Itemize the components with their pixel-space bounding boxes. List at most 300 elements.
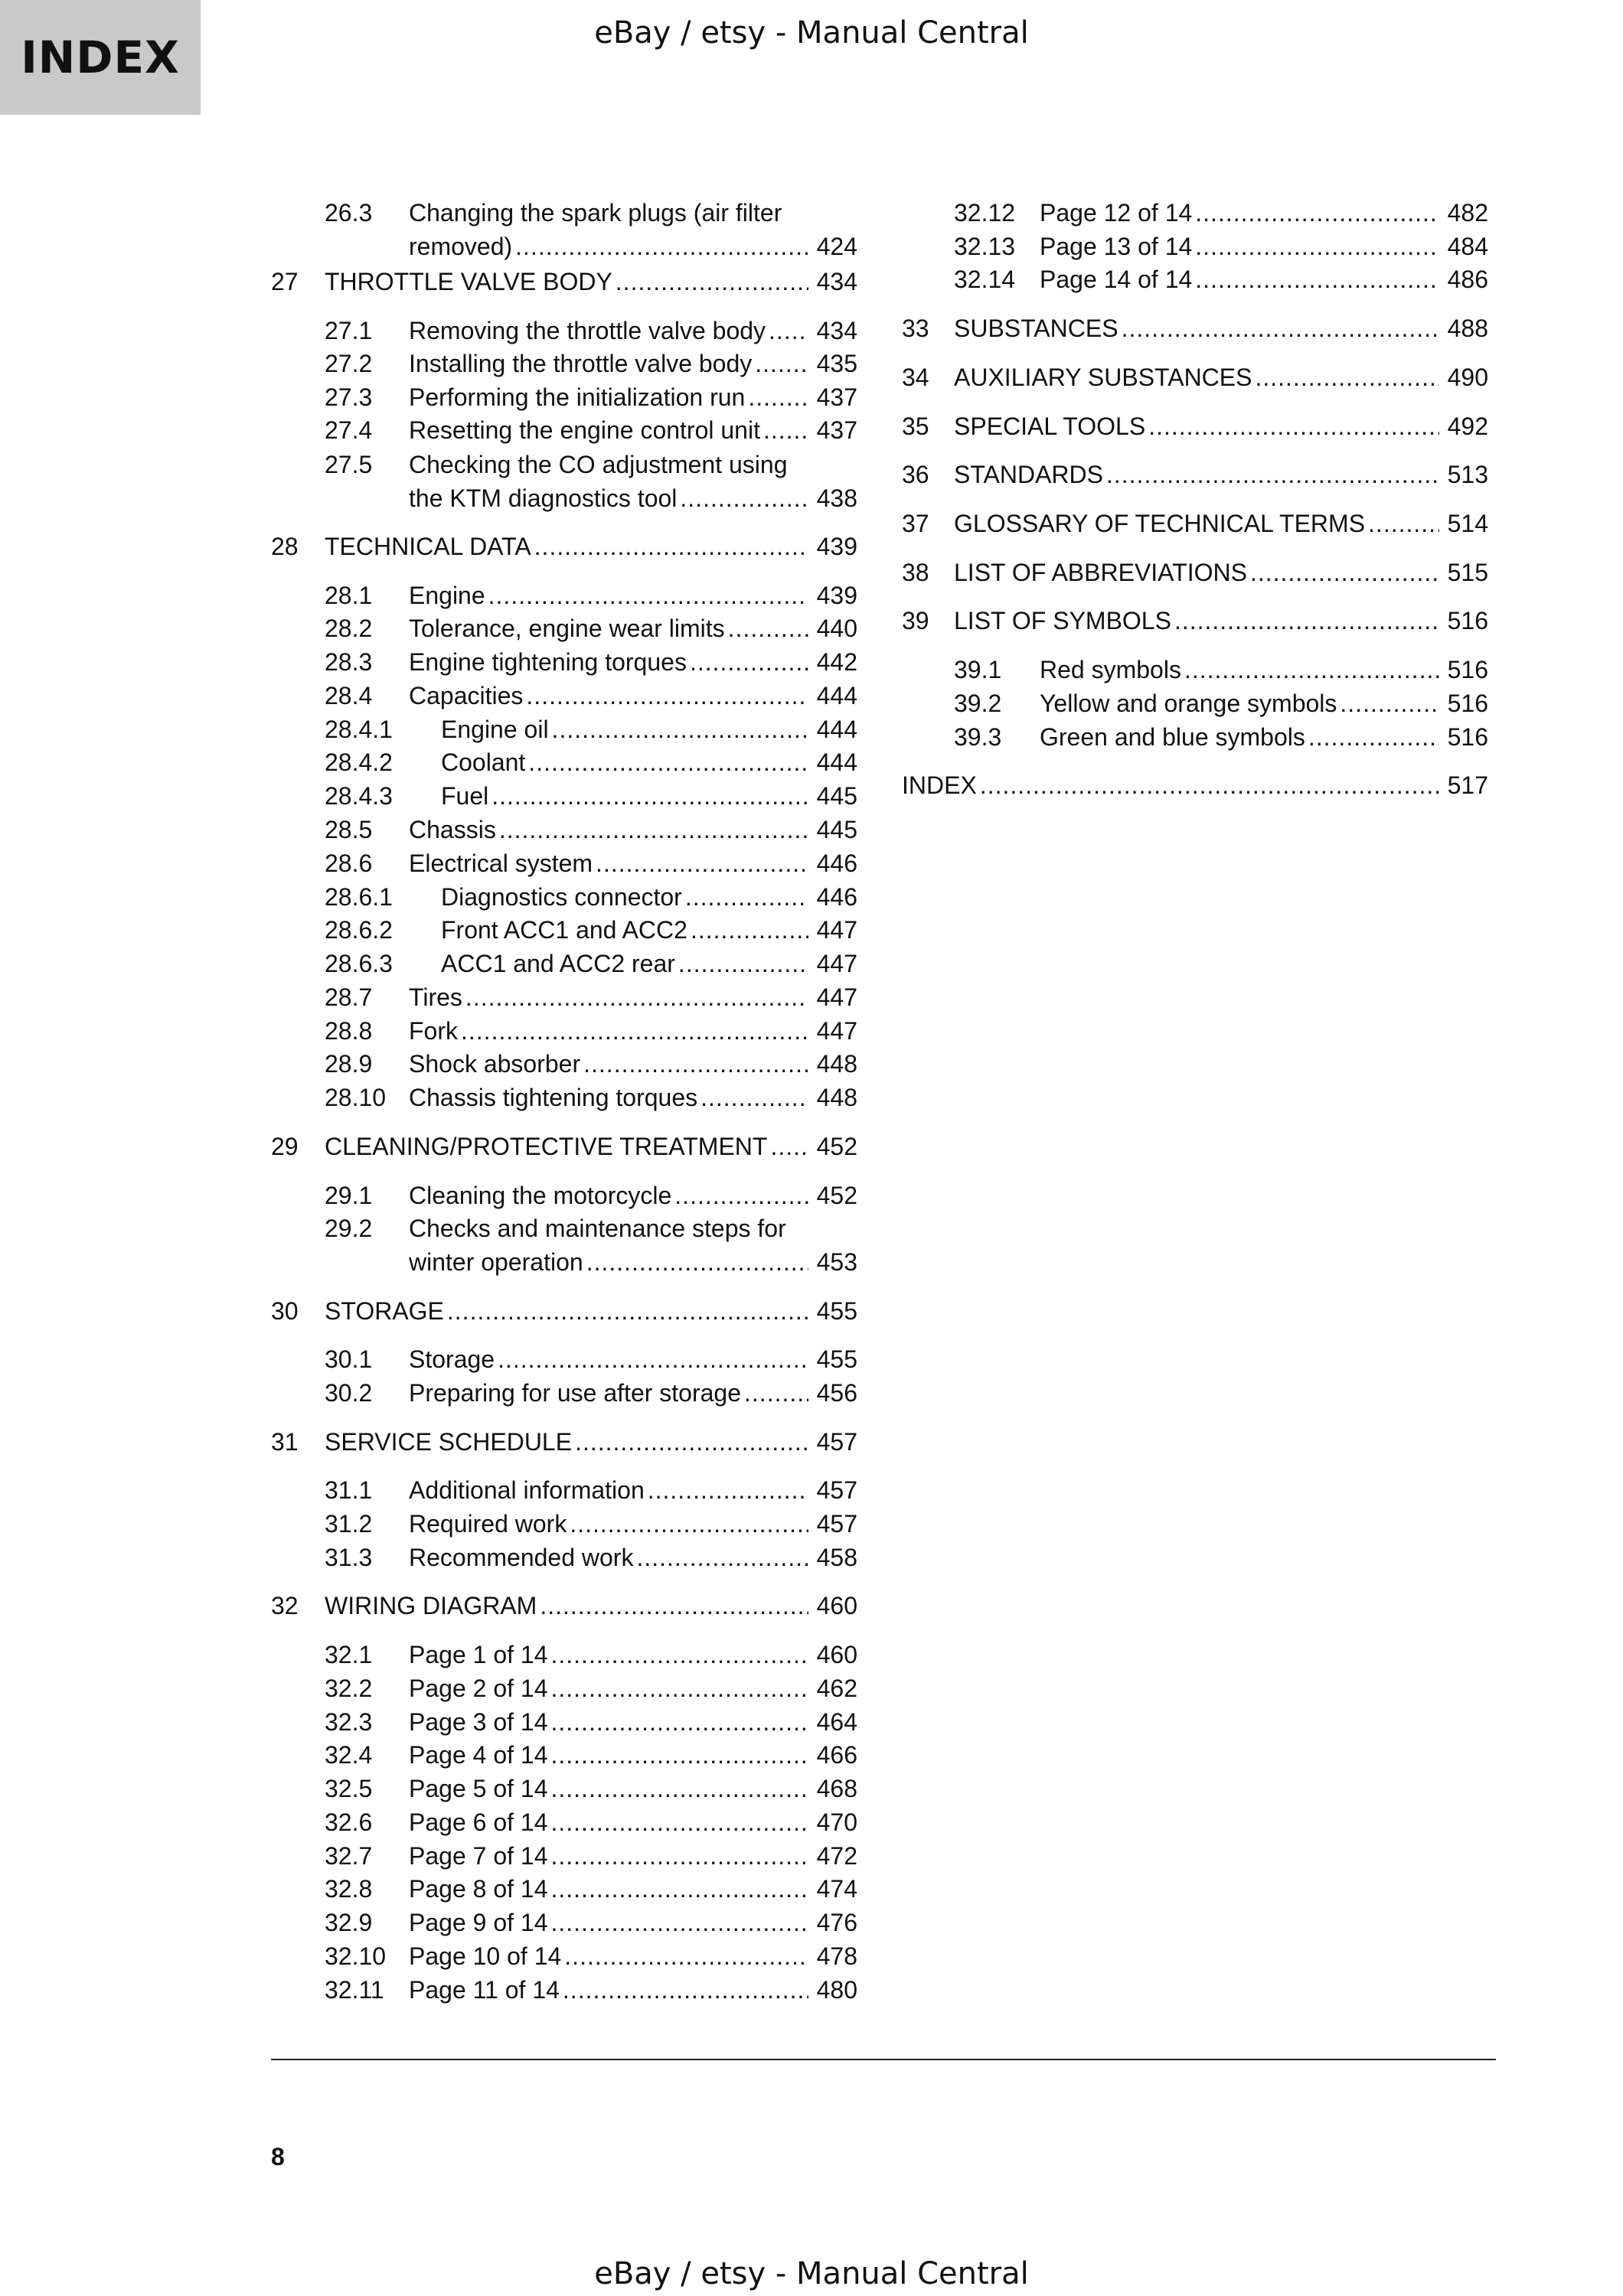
toc-entry-title: the KTM diagnostics tool [409, 484, 678, 512]
toc-entry-title: GLOSSARY OF TECHNICAL TERMS [954, 510, 1366, 537]
dot-leader [491, 779, 808, 813]
toc-entry-title: Engine oil [441, 716, 549, 743]
toc-entry-page: 484 [1447, 233, 1488, 260]
toc-entry-title: INDEX [902, 771, 977, 799]
dot-leader [570, 1507, 808, 1541]
toc-entry-page: 440 [816, 615, 857, 642]
toc-entry-title: Required work [409, 1510, 567, 1538]
toc-entry[interactable] [325, 645, 857, 679]
toc-entry[interactable] [325, 1342, 857, 1376]
toc-entry-page: 462 [816, 1675, 857, 1702]
toc-entry-title: LIST OF SYMBOLS [954, 607, 1171, 634]
toc-entry-page: 514 [1447, 510, 1488, 537]
toc-entry-number: 27.2 [325, 350, 373, 377]
toc-entry-title: Front ACC1 and ACC2 [441, 916, 687, 944]
toc-entry-title: Recommended work [409, 1544, 634, 1571]
toc-entry-page: 455 [816, 1345, 857, 1373]
toc-entry-number: 28.6.1 [325, 883, 393, 911]
toc-entry-page: 439 [816, 582, 857, 609]
toc-entry-number: 28.6.3 [325, 950, 393, 977]
index-tab: INDEX [0, 0, 201, 115]
toc-entry[interactable] [325, 612, 857, 645]
dot-leader [534, 530, 808, 563]
toc-entry-page: 513 [1447, 461, 1488, 488]
dot-leader [674, 1179, 808, 1212]
toc-entry-page: 464 [816, 1708, 857, 1736]
toc-entry-number: 30.1 [325, 1345, 373, 1373]
dot-leader [1195, 263, 1439, 296]
dot-leader [1122, 311, 1439, 345]
toc-entry-page: 476 [816, 1909, 857, 1936]
toc-entry[interactable] [954, 263, 1488, 296]
toc-entry-number: 27.3 [325, 383, 373, 411]
toc-entry-number: 26.3 [325, 199, 373, 227]
toc-entry-title: Page 1 of 14 [409, 1641, 548, 1668]
toc-entry-page: 424 [816, 233, 857, 260]
toc-entry-number: 31.3 [325, 1544, 373, 1571]
toc-entry-number: 39.1 [954, 656, 1002, 683]
toc-entry[interactable] [325, 1047, 857, 1081]
dot-leader [550, 1805, 808, 1839]
toc-entry-title: Fuel [441, 782, 489, 810]
dot-leader [583, 1047, 808, 1081]
toc-entry[interactable] [902, 311, 1488, 345]
toc-entry-title: winter operation [409, 1248, 583, 1276]
dot-leader [550, 1705, 808, 1739]
toc-entry-page: 517 [1447, 771, 1488, 799]
toc-entry-number: 29.1 [325, 1182, 373, 1209]
toc-entry[interactable] [325, 779, 857, 813]
toc-entry-number: 28.2 [325, 615, 373, 642]
toc-entry-page: 446 [816, 850, 857, 877]
toc-entry-title: Preparing for use after storage [409, 1379, 742, 1407]
toc-entry[interactable] [271, 265, 857, 298]
toc-entry-number: 30 [271, 1297, 299, 1325]
toc-entry-page: 435 [816, 350, 857, 377]
toc-entry[interactable] [325, 347, 857, 380]
toc-entry-number: 29 [271, 1133, 299, 1160]
dot-leader [447, 1294, 808, 1328]
toc-entry-title: Additional information [409, 1476, 645, 1504]
toc-entry[interactable] [325, 1772, 857, 1805]
toc-entry[interactable] [325, 413, 857, 447]
dot-leader [1308, 720, 1439, 754]
toc-entry-page: 448 [816, 1084, 857, 1111]
dot-leader [770, 1130, 808, 1163]
toc-entry-title: Engine [409, 582, 485, 609]
toc-entry-number: 28.6 [325, 850, 373, 877]
toc-entry-number: 28.4.2 [325, 748, 393, 776]
toc-entry-number: 29.2 [325, 1215, 373, 1242]
dot-leader [648, 1473, 808, 1507]
toc-entry-page: 480 [816, 1976, 857, 2004]
dot-leader [1340, 687, 1439, 720]
toc-entry-title: Chassis tightening torques [409, 1084, 698, 1111]
toc-entry[interactable] [325, 579, 857, 612]
toc-entry-page: 460 [816, 1592, 857, 1619]
toc-entry-number: 35 [902, 413, 929, 440]
toc-entry-page: 445 [816, 782, 857, 810]
toc-entry-number: 39.3 [954, 723, 1002, 751]
toc-entry-page: 516 [1447, 607, 1488, 634]
toc-entry-page: 434 [816, 268, 857, 295]
toc-entry-page: 448 [816, 1050, 857, 1078]
toc-entry[interactable] [325, 1973, 857, 2007]
toc-entry-page: 486 [1447, 266, 1488, 293]
toc-entry-number: 32.9 [325, 1909, 373, 1936]
toc-entry-number: 32.11 [325, 1976, 384, 2004]
toc-entry[interactable] [902, 768, 1488, 802]
toc-entry-title: Chassis [409, 816, 496, 843]
toc-entry-page: 447 [816, 916, 857, 944]
toc-entry[interactable] [271, 530, 857, 563]
toc-entry-page: 478 [816, 1942, 857, 1970]
dot-leader [728, 612, 808, 645]
toc-entry-number: 32.14 [954, 266, 1016, 293]
toc-entry[interactable] [325, 813, 857, 846]
toc-entry-title: STORAGE [325, 1297, 444, 1325]
toc-entry-title: STANDARDS [954, 461, 1103, 488]
toc-entry[interactable] [325, 380, 857, 414]
toc-entry-number: 39 [902, 607, 929, 634]
toc-entry-page: 490 [1447, 364, 1488, 391]
toc-entry-number: 32.7 [325, 1842, 373, 1870]
toc-entry-number: 31.2 [325, 1510, 373, 1538]
toc-entry[interactable] [325, 1507, 857, 1541]
toc-entry-page: 474 [816, 1875, 857, 1903]
toc-entry-title: Page 9 of 14 [409, 1909, 548, 1936]
toc-entry[interactable] [325, 679, 857, 713]
dot-leader [550, 1839, 808, 1873]
toc-entry[interactable] [325, 1638, 857, 1671]
toc-entry[interactable] [954, 196, 1488, 230]
toc-entry-title: Page 11 of 14 [409, 1976, 560, 2004]
toc-entry-number: 28.7 [325, 983, 373, 1011]
toc-entry-page: 457 [816, 1476, 857, 1504]
toc-entry-page: 455 [816, 1297, 857, 1325]
toc-entry[interactable] [325, 1839, 857, 1873]
toc-entry-number: 32.6 [325, 1808, 373, 1836]
toc-entry-number: 28.6.2 [325, 916, 393, 944]
toc-entry-title: Shock absorber [409, 1050, 581, 1078]
toc-entry-title: Page 6 of 14 [409, 1808, 548, 1836]
toc-entry-page: 515 [1447, 559, 1488, 586]
dot-leader [763, 413, 808, 447]
dot-leader [1184, 653, 1439, 687]
toc-entry-title: Performing the initialization run [409, 383, 746, 411]
toc-entry[interactable] [325, 1081, 857, 1114]
toc-entry-page: 516 [1447, 723, 1488, 751]
toc-entry-page: 460 [816, 1641, 857, 1668]
toc-entry-page: 457 [816, 1428, 857, 1456]
toc-entry[interactable] [902, 360, 1488, 394]
dot-leader [744, 1376, 808, 1410]
toc-entry-page: 439 [816, 533, 857, 560]
dot-leader [586, 1245, 808, 1279]
dot-leader [575, 1425, 808, 1459]
toc-entry-page: 434 [816, 317, 857, 344]
toc-entry-page: 452 [816, 1133, 857, 1160]
toc-entry-page: 492 [1447, 413, 1488, 440]
toc-entry-number: 34 [902, 364, 929, 391]
toc-entry-number: 28.9 [325, 1050, 373, 1078]
dot-leader [678, 947, 808, 980]
toc-entry-title: Page 13 of 14 [1040, 233, 1193, 260]
toc-entry-page: 444 [816, 748, 857, 776]
toc-entry-number: 38 [902, 559, 929, 586]
toc-entry[interactable] [325, 1179, 857, 1212]
dot-leader [596, 846, 808, 880]
dot-leader [636, 1541, 808, 1574]
toc-entry[interactable] [902, 556, 1488, 589]
toc-entry-title: Page 2 of 14 [409, 1675, 548, 1702]
toc-entry[interactable] [325, 1738, 857, 1772]
toc-entry[interactable] [325, 1805, 857, 1839]
dot-leader [1368, 507, 1439, 540]
toc-entry-title: Tires [409, 983, 462, 1011]
toc-entry-page: 516 [1447, 690, 1488, 717]
dot-leader [564, 1939, 808, 1973]
toc-entry-title: Page 7 of 14 [409, 1842, 548, 1870]
toc-entry-title: THROTTLE VALVE BODY [325, 268, 612, 295]
toc-entry-page: 438 [816, 484, 857, 512]
toc-entry-page: 453 [816, 1248, 857, 1276]
toc-entry[interactable] [325, 1671, 857, 1705]
toc-entry-title: AUXILIARY SUBSTANCES [954, 364, 1252, 391]
toc-entry-number: 33 [902, 315, 929, 342]
toc-entry-number: 28.4.1 [325, 716, 393, 743]
dot-leader [550, 1738, 808, 1772]
toc-entry-page: 472 [816, 1842, 857, 1870]
toc-entry-title: Green and blue symbols [1040, 723, 1305, 751]
toc-entry-title: SPECIAL TOOLS [954, 413, 1146, 440]
toc-entry-page: 516 [1447, 656, 1488, 683]
toc-entry-page: 445 [816, 816, 857, 843]
toc-entry-title: Page 4 of 14 [409, 1741, 548, 1769]
toc-entry-title: Tolerance, engine wear limits [409, 615, 725, 642]
toc-entry[interactable] [325, 481, 857, 515]
toc-entry-page: 447 [816, 983, 857, 1011]
toc-entry-number: 28.4 [325, 682, 373, 709]
toc-entry-page: 482 [1447, 199, 1488, 227]
toc-entry-page: 470 [816, 1808, 857, 1836]
toc-entry[interactable] [325, 980, 857, 1014]
toc-entry-title: Cleaning the motorcycle [409, 1182, 672, 1209]
toc-entry-number: 32.10 [325, 1942, 387, 1970]
toc-entry-page: 447 [816, 950, 857, 977]
dot-leader [1255, 360, 1439, 394]
dot-leader [1195, 196, 1439, 230]
toc-entry-title: Resetting the engine control unit [409, 416, 760, 444]
toc-entry-title: ACC1 and ACC2 rear [441, 950, 675, 977]
toc-entry[interactable] [325, 713, 857, 746]
footer-banner: eBay / etsy - Manual Central [594, 2256, 1029, 2291]
toc-entry[interactable] [325, 1872, 857, 1906]
dot-leader [499, 813, 808, 846]
toc-entry-page: 457 [816, 1510, 857, 1538]
dot-leader [550, 1872, 808, 1906]
dot-leader [616, 265, 808, 298]
toc-entry[interactable] [325, 1014, 857, 1048]
toc-entry-title: Diagnostics connector [441, 883, 682, 911]
toc-entry-title: Page 14 of 14 [1040, 266, 1193, 293]
dot-leader [685, 880, 808, 914]
toc-entry-number: 28.5 [325, 816, 373, 843]
toc-entry-number: 28.8 [325, 1017, 373, 1045]
header-banner: eBay / etsy - Manual Central [594, 15, 1029, 51]
toc-entry[interactable] [954, 653, 1488, 687]
toc-entry-title-line1: Checks and maintenance steps for [409, 1215, 786, 1242]
toc-entry-number: 30.2 [325, 1379, 373, 1407]
toc-entry[interactable] [271, 1425, 857, 1459]
toc-entry-page: 437 [816, 416, 857, 444]
toc-entry-page: 488 [1447, 315, 1488, 342]
dot-leader [1195, 230, 1439, 263]
toc-entry[interactable] [954, 687, 1488, 720]
dot-leader [526, 679, 808, 713]
toc-entry-number: 32.12 [954, 199, 1016, 227]
toc-entry[interactable] [271, 1589, 857, 1623]
toc-entry-number: 27.1 [325, 317, 373, 344]
toc-entry[interactable] [954, 230, 1488, 263]
dot-leader [465, 980, 808, 1014]
toc-entry-number: 32.5 [325, 1775, 373, 1802]
dot-leader [550, 1772, 808, 1805]
toc-entry-title: Storage [409, 1345, 495, 1373]
toc-entry[interactable] [902, 507, 1488, 540]
toc-entry-page: 444 [816, 716, 857, 743]
toc-entry[interactable] [325, 1939, 857, 1973]
toc-entry-page: 446 [816, 883, 857, 911]
toc-entry[interactable] [902, 409, 1488, 443]
toc-entry[interactable] [325, 846, 857, 880]
toc-entry-number: 39.2 [954, 690, 1002, 717]
toc-entry-title: CLEANING/PROTECTIVE TREATMENT [325, 1133, 768, 1160]
toc-entry-title: Electrical system [409, 850, 593, 877]
dot-leader [515, 230, 808, 263]
toc-entry-title: Coolant [441, 748, 526, 776]
toc-entry-title: Page 10 of 14 [409, 1942, 562, 1970]
toc-entry-title: Removing the throttle valve body [409, 317, 766, 344]
dot-leader [748, 380, 808, 414]
toc-entry-title: Fork [409, 1017, 458, 1045]
toc-entry-title: Capacities [409, 682, 524, 709]
toc-entry[interactable] [325, 1376, 857, 1410]
toc-entry-page: 452 [816, 1182, 857, 1209]
toc-entry-page: 437 [816, 383, 857, 411]
toc-entry-number: 28 [271, 533, 299, 560]
toc-entry-number: 32.13 [954, 233, 1016, 260]
dot-leader [552, 713, 808, 746]
toc-entry[interactable] [325, 230, 857, 263]
toc-entry-number: 28.10 [325, 1084, 387, 1111]
toc-entry-title: Red symbols [1040, 656, 1181, 683]
toc-entry-page: 442 [816, 648, 857, 676]
toc-entry[interactable] [271, 1294, 857, 1328]
toc-entry-title: removed) [409, 233, 513, 260]
toc-entry-title: TECHNICAL DATA [325, 533, 531, 560]
toc-entry-title-line1: Checking the CO adjustment using [409, 451, 788, 478]
toc-entry[interactable] [271, 1130, 857, 1163]
toc-entry-page: 468 [816, 1775, 857, 1802]
toc-entry[interactable] [325, 1245, 857, 1279]
toc-entry-page: 456 [816, 1379, 857, 1407]
toc-entry-number: 32.4 [325, 1741, 373, 1769]
toc-entry[interactable] [325, 1705, 857, 1739]
toc-entry-page: 447 [816, 1017, 857, 1045]
toc-entry-title: SERVICE SCHEDULE [325, 1428, 573, 1456]
dot-leader [528, 745, 808, 779]
toc-entry-number: 32 [271, 1592, 299, 1619]
toc-entry[interactable] [325, 947, 857, 980]
toc-entry[interactable] [325, 880, 857, 914]
toc-entry-number: 32.3 [325, 1708, 373, 1736]
dot-leader [1174, 604, 1439, 638]
dot-leader [488, 579, 808, 612]
toc-entry-page: 458 [816, 1544, 857, 1571]
toc-entry-page: 466 [816, 1741, 857, 1769]
dot-leader [690, 645, 808, 679]
toc-entry[interactable] [902, 604, 1488, 638]
toc-entry-title: Page 5 of 14 [409, 1775, 548, 1802]
dot-leader [980, 768, 1439, 802]
dot-leader [498, 1342, 808, 1376]
toc-entry[interactable] [325, 745, 857, 779]
toc-entry[interactable] [325, 314, 857, 347]
toc-entry-title: Page 12 of 14 [1040, 199, 1193, 227]
toc-entry-number: 27 [271, 268, 299, 295]
dot-leader [769, 314, 808, 347]
toc-entry-title: Page 8 of 14 [409, 1875, 548, 1903]
toc-entry[interactable] [954, 720, 1488, 754]
toc-entry-title: LIST OF ABBREVIATIONS [954, 559, 1247, 586]
dot-leader [680, 481, 808, 515]
dot-leader [540, 1589, 808, 1623]
toc-entry-number: 27.4 [325, 416, 373, 444]
dot-leader [550, 1671, 808, 1705]
toc-entry-title: Yellow and orange symbols [1040, 690, 1337, 717]
toc-entry-number: 32.2 [325, 1675, 373, 1702]
dot-leader [700, 1081, 808, 1114]
toc-entry-number: 31.1 [325, 1476, 373, 1504]
toc-entry-number: 27.5 [325, 451, 373, 478]
toc-entry[interactable] [325, 1541, 857, 1574]
dot-leader [550, 1906, 808, 1939]
dot-leader [1148, 409, 1439, 443]
toc-entry-number: 32.8 [325, 1875, 373, 1903]
dot-leader [1250, 556, 1439, 589]
toc-entry-title: WIRING DIAGRAM [325, 1592, 537, 1619]
toc-entry-number: 28.3 [325, 648, 373, 676]
toc-entry[interactable] [325, 1473, 857, 1507]
toc-entry-title: SUBSTANCES [954, 315, 1118, 342]
toc-entry-number: 28.4.3 [325, 782, 393, 810]
toc-entry-page: 444 [816, 682, 857, 709]
toc-entry[interactable] [325, 913, 857, 947]
dot-leader [691, 913, 808, 947]
toc-entry-number: 37 [902, 510, 929, 537]
dot-leader [461, 1014, 808, 1048]
dot-leader [1106, 458, 1439, 491]
toc-entry-number: 32.1 [325, 1641, 373, 1668]
page-number: 8 [271, 2143, 285, 2170]
dot-leader [550, 1638, 808, 1671]
footer-divider [271, 2059, 1496, 2060]
toc-entry-title-line1: Changing the spark plugs (air filter [409, 199, 782, 227]
toc-entry[interactable] [902, 458, 1488, 491]
toc-entry-title: Installing the throttle valve body [409, 350, 753, 377]
toc-entry[interactable] [325, 1906, 857, 1939]
